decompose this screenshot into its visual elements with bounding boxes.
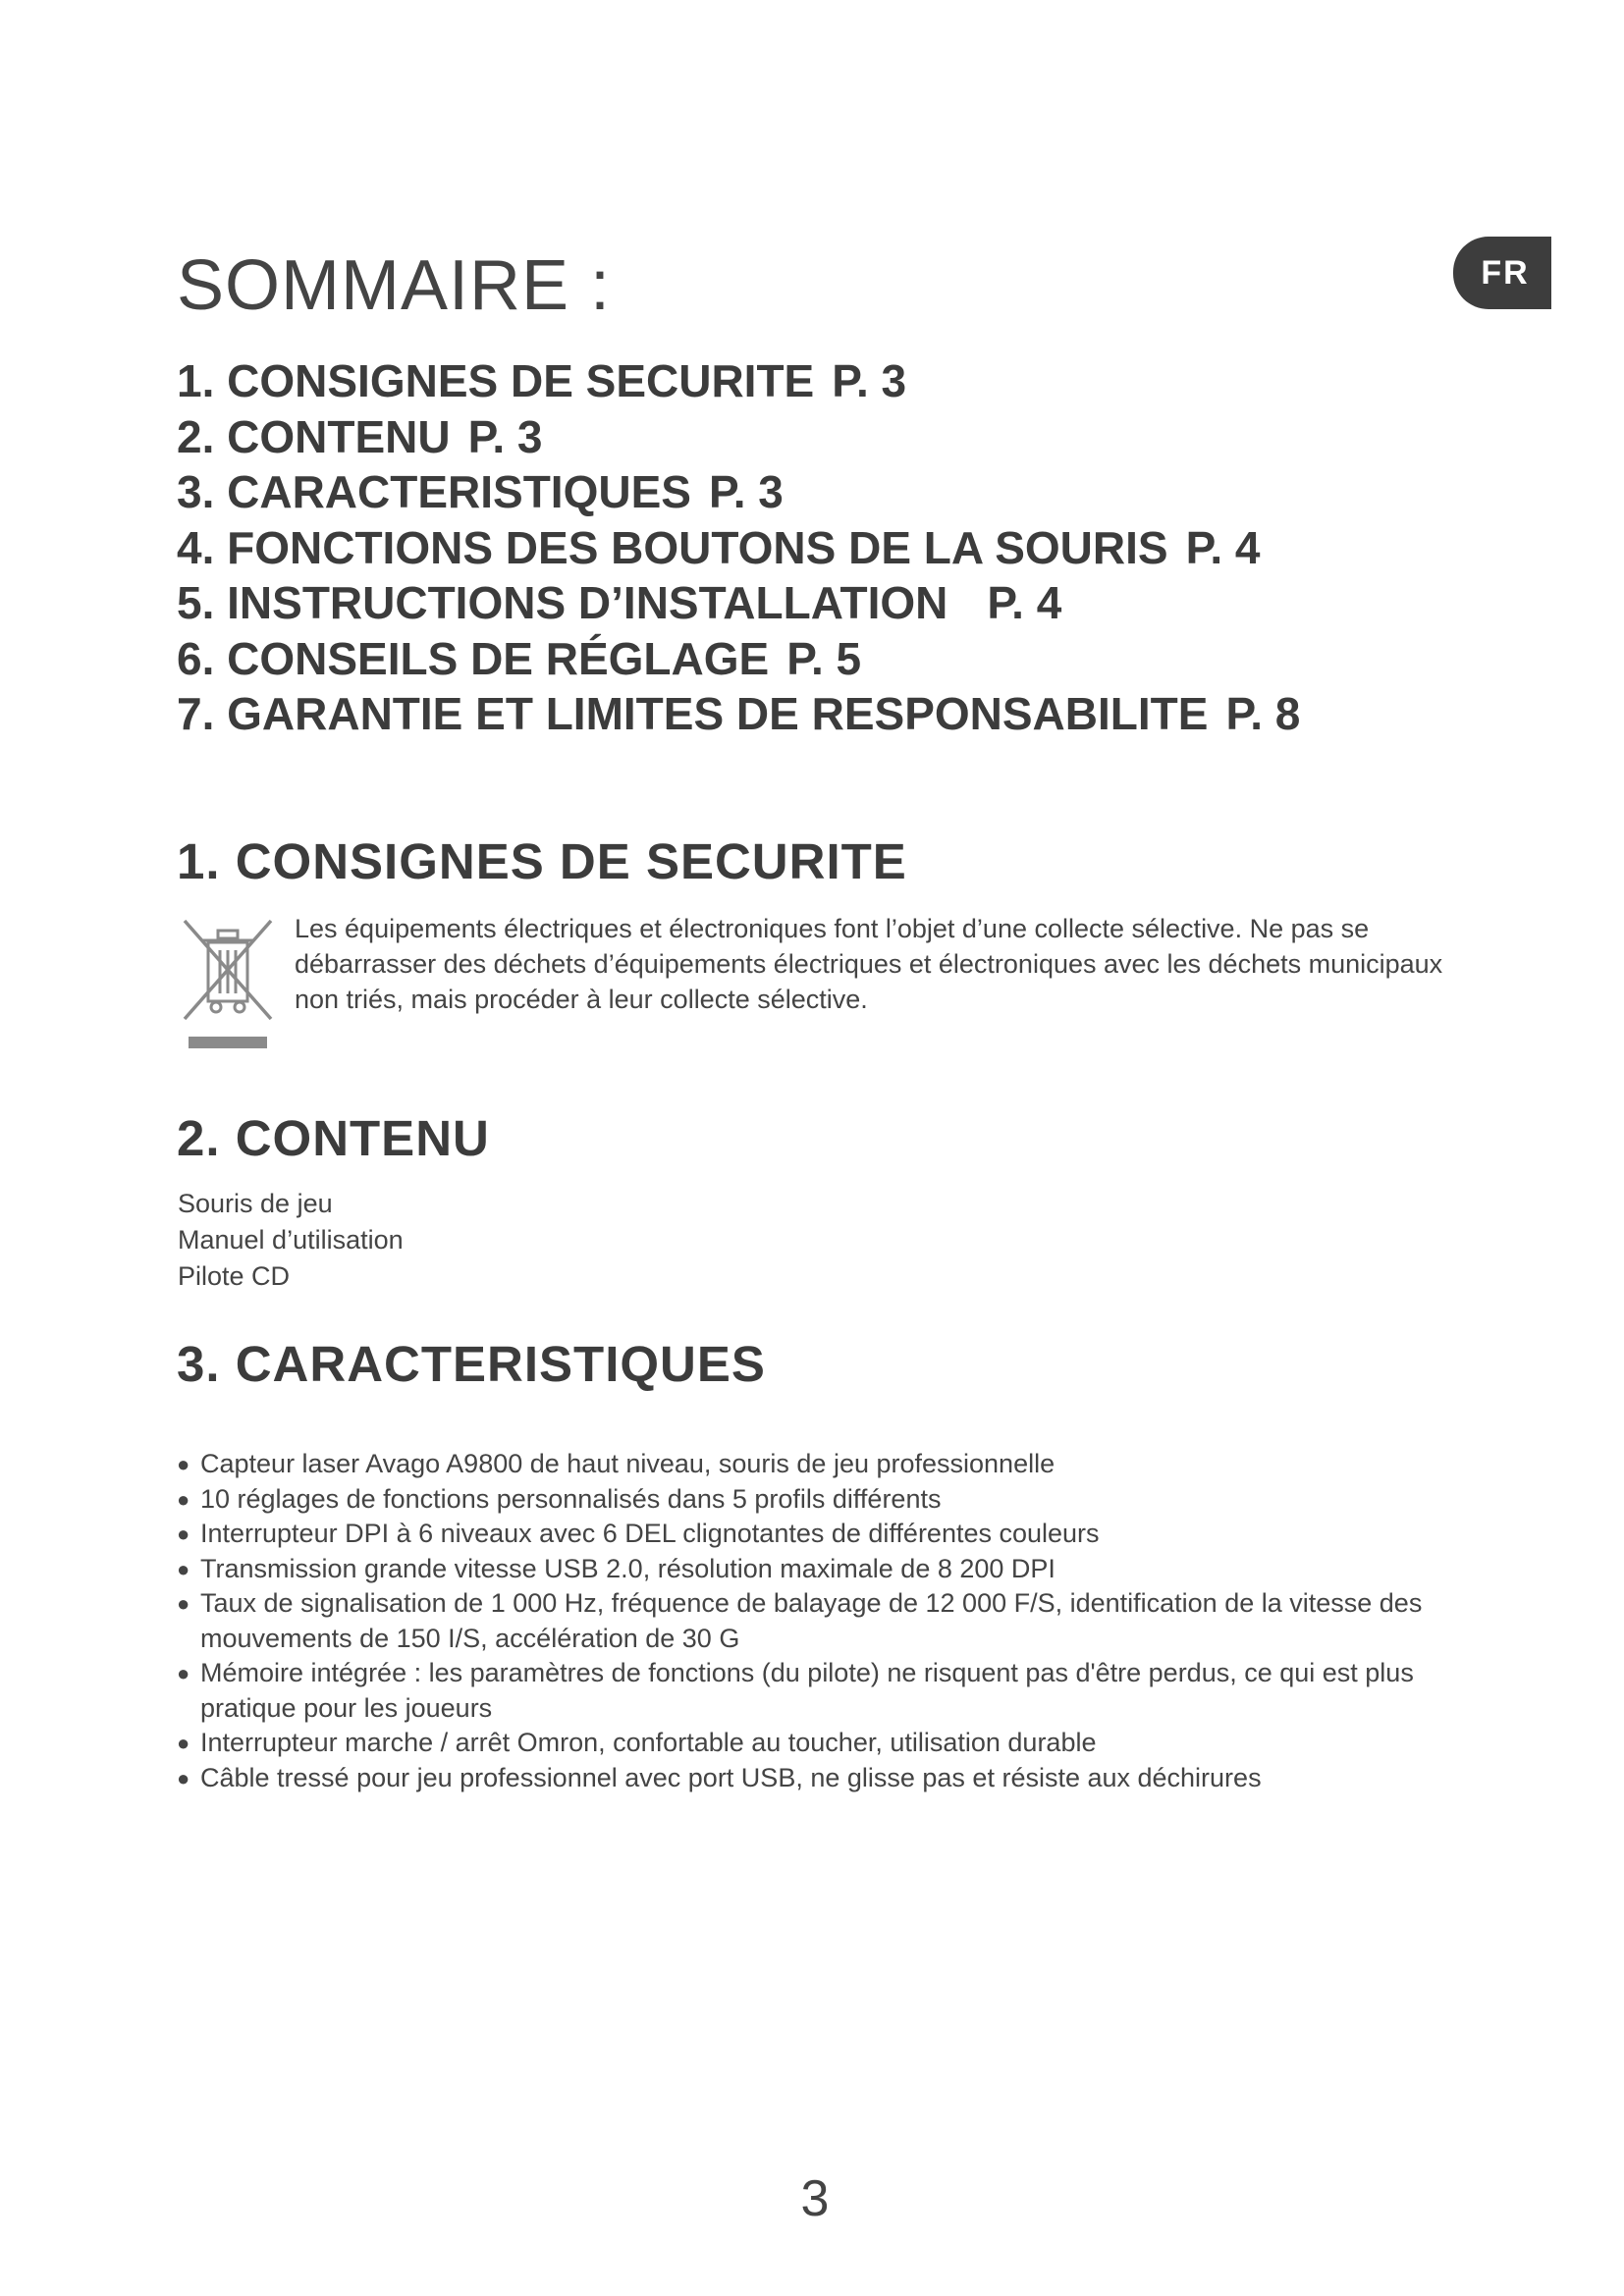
list-item-text: Capteur laser Avago A9800 de haut niveau, souris de jeu professionnelle xyxy=(200,1449,1056,1478)
toc-item-label: 7. GARANTIE ET LIMITES DE RESPONSABILITE xyxy=(177,688,1209,739)
bullet-icon: ● xyxy=(177,1591,190,1616)
list-item xyxy=(177,1726,1453,1761)
safety-paragraph: Les équipements électriques et électroniques font l’objet d’une collecte sélective. Ne pas se débarrasser des déchets d’équipements électriques et électroniques avec les déchets municipaux non triés, mais procéder à leur collecte sélective. xyxy=(295,914,1443,1014)
toc-item-page: P. 4 xyxy=(1185,521,1261,573)
toc-item-label: 3. CARACTERISTIQUES xyxy=(177,466,691,517)
bullet-icon: ● xyxy=(177,1556,190,1581)
list-item xyxy=(177,1656,1453,1726)
weee-crossed-bin-icon xyxy=(179,915,277,1052)
list-item-text: Taux de signalisation de 1 000 Hz, fréquence de balayage de 12 000 F/S, identification de la vitesse des mouvements de 150 I/S, accélération de 30 G xyxy=(200,1588,1423,1653)
toc-item xyxy=(177,353,1300,409)
toc-item xyxy=(177,575,1300,631)
contents-list xyxy=(178,1186,404,1295)
list-item-text: 10 réglages de fonctions personnalisés dans 5 profils différents xyxy=(200,1483,942,1514)
list-item: Souris de jeu xyxy=(178,1189,333,1218)
toc-item-page: P. 3 xyxy=(832,355,907,406)
toc-item-page: P. 5 xyxy=(786,632,862,684)
toc-item-label: 5. INSTRUCTIONS D’INSTALLATION xyxy=(177,577,948,628)
bullet-icon: ● xyxy=(177,1522,190,1546)
list-item-text: Mémoire intégrée : les paramètres de fonctions (du pilote) ne risquent pas d'être perdus, ce qui est plus pratique pour les joueurs xyxy=(200,1658,1414,1723)
features-list xyxy=(177,1447,1453,1795)
list-item-text: Câble tressé pour jeu professionnel avec port USB, ne glisse pas et résiste aux déchirures xyxy=(200,1762,1262,1792)
bullet-icon: ● xyxy=(177,1731,190,1755)
section-heading-contents: 2. CONTENU xyxy=(177,1110,490,1166)
list-item xyxy=(177,1517,1453,1552)
list-item: Pilote CD xyxy=(178,1261,291,1291)
list-item-text: Transmission grande vitesse USB 2.0, résolution maximale de 8 200 DPI xyxy=(200,1553,1056,1583)
list-item-text: Interrupteur marche / arrêt Omron, confortable au toucher, utilisation durable xyxy=(200,1728,1097,1757)
section-heading-safety: 1. CONSIGNES DE SECURITE xyxy=(177,833,907,889)
section-heading-features: 3. CARACTERISTIQUES xyxy=(177,1336,766,1392)
list-item-text: Interrupteur DPI à 6 niveaux avec 6 DEL clignotantes de différentes couleurs xyxy=(200,1519,1100,1548)
list-item xyxy=(177,1447,1453,1482)
list-item xyxy=(177,1586,1453,1656)
table-of-contents xyxy=(177,353,1300,742)
list-item: Manuel d’utilisation xyxy=(178,1225,404,1255)
toc-item-label: 6. CONSEILS DE RÉGLAGE xyxy=(177,632,770,684)
toc-item xyxy=(177,631,1300,687)
toc-item-page: P. 3 xyxy=(708,466,784,517)
toc-item xyxy=(177,409,1300,465)
language-tab: FR xyxy=(1453,237,1551,309)
toc-item-label: 4. FONCTIONS DES BOUTONS DE LA SOURIS xyxy=(177,521,1168,573)
toc-item-page: P. 4 xyxy=(987,577,1062,628)
toc-item-page: P. 3 xyxy=(467,410,543,462)
toc-item xyxy=(177,464,1300,520)
toc-item xyxy=(177,520,1300,576)
list-item xyxy=(177,1482,1453,1518)
toc-item-label: 2. CONTENU xyxy=(177,410,451,462)
bullet-icon: ● xyxy=(177,1661,190,1685)
page-number: 3 xyxy=(800,2170,830,2227)
toc-item-page: P. 8 xyxy=(1225,688,1301,739)
list-item xyxy=(177,1761,1453,1796)
toc-item-label: 1. CONSIGNES DE SECURITE xyxy=(177,355,815,406)
list-item xyxy=(177,1552,1453,1587)
page-title: SOMMAIRE : xyxy=(177,246,612,325)
bullet-icon: ● xyxy=(177,1486,190,1512)
bullet-icon: ● xyxy=(177,1452,190,1476)
bullet-icon: ● xyxy=(177,1765,190,1790)
toc-item xyxy=(177,686,1300,742)
